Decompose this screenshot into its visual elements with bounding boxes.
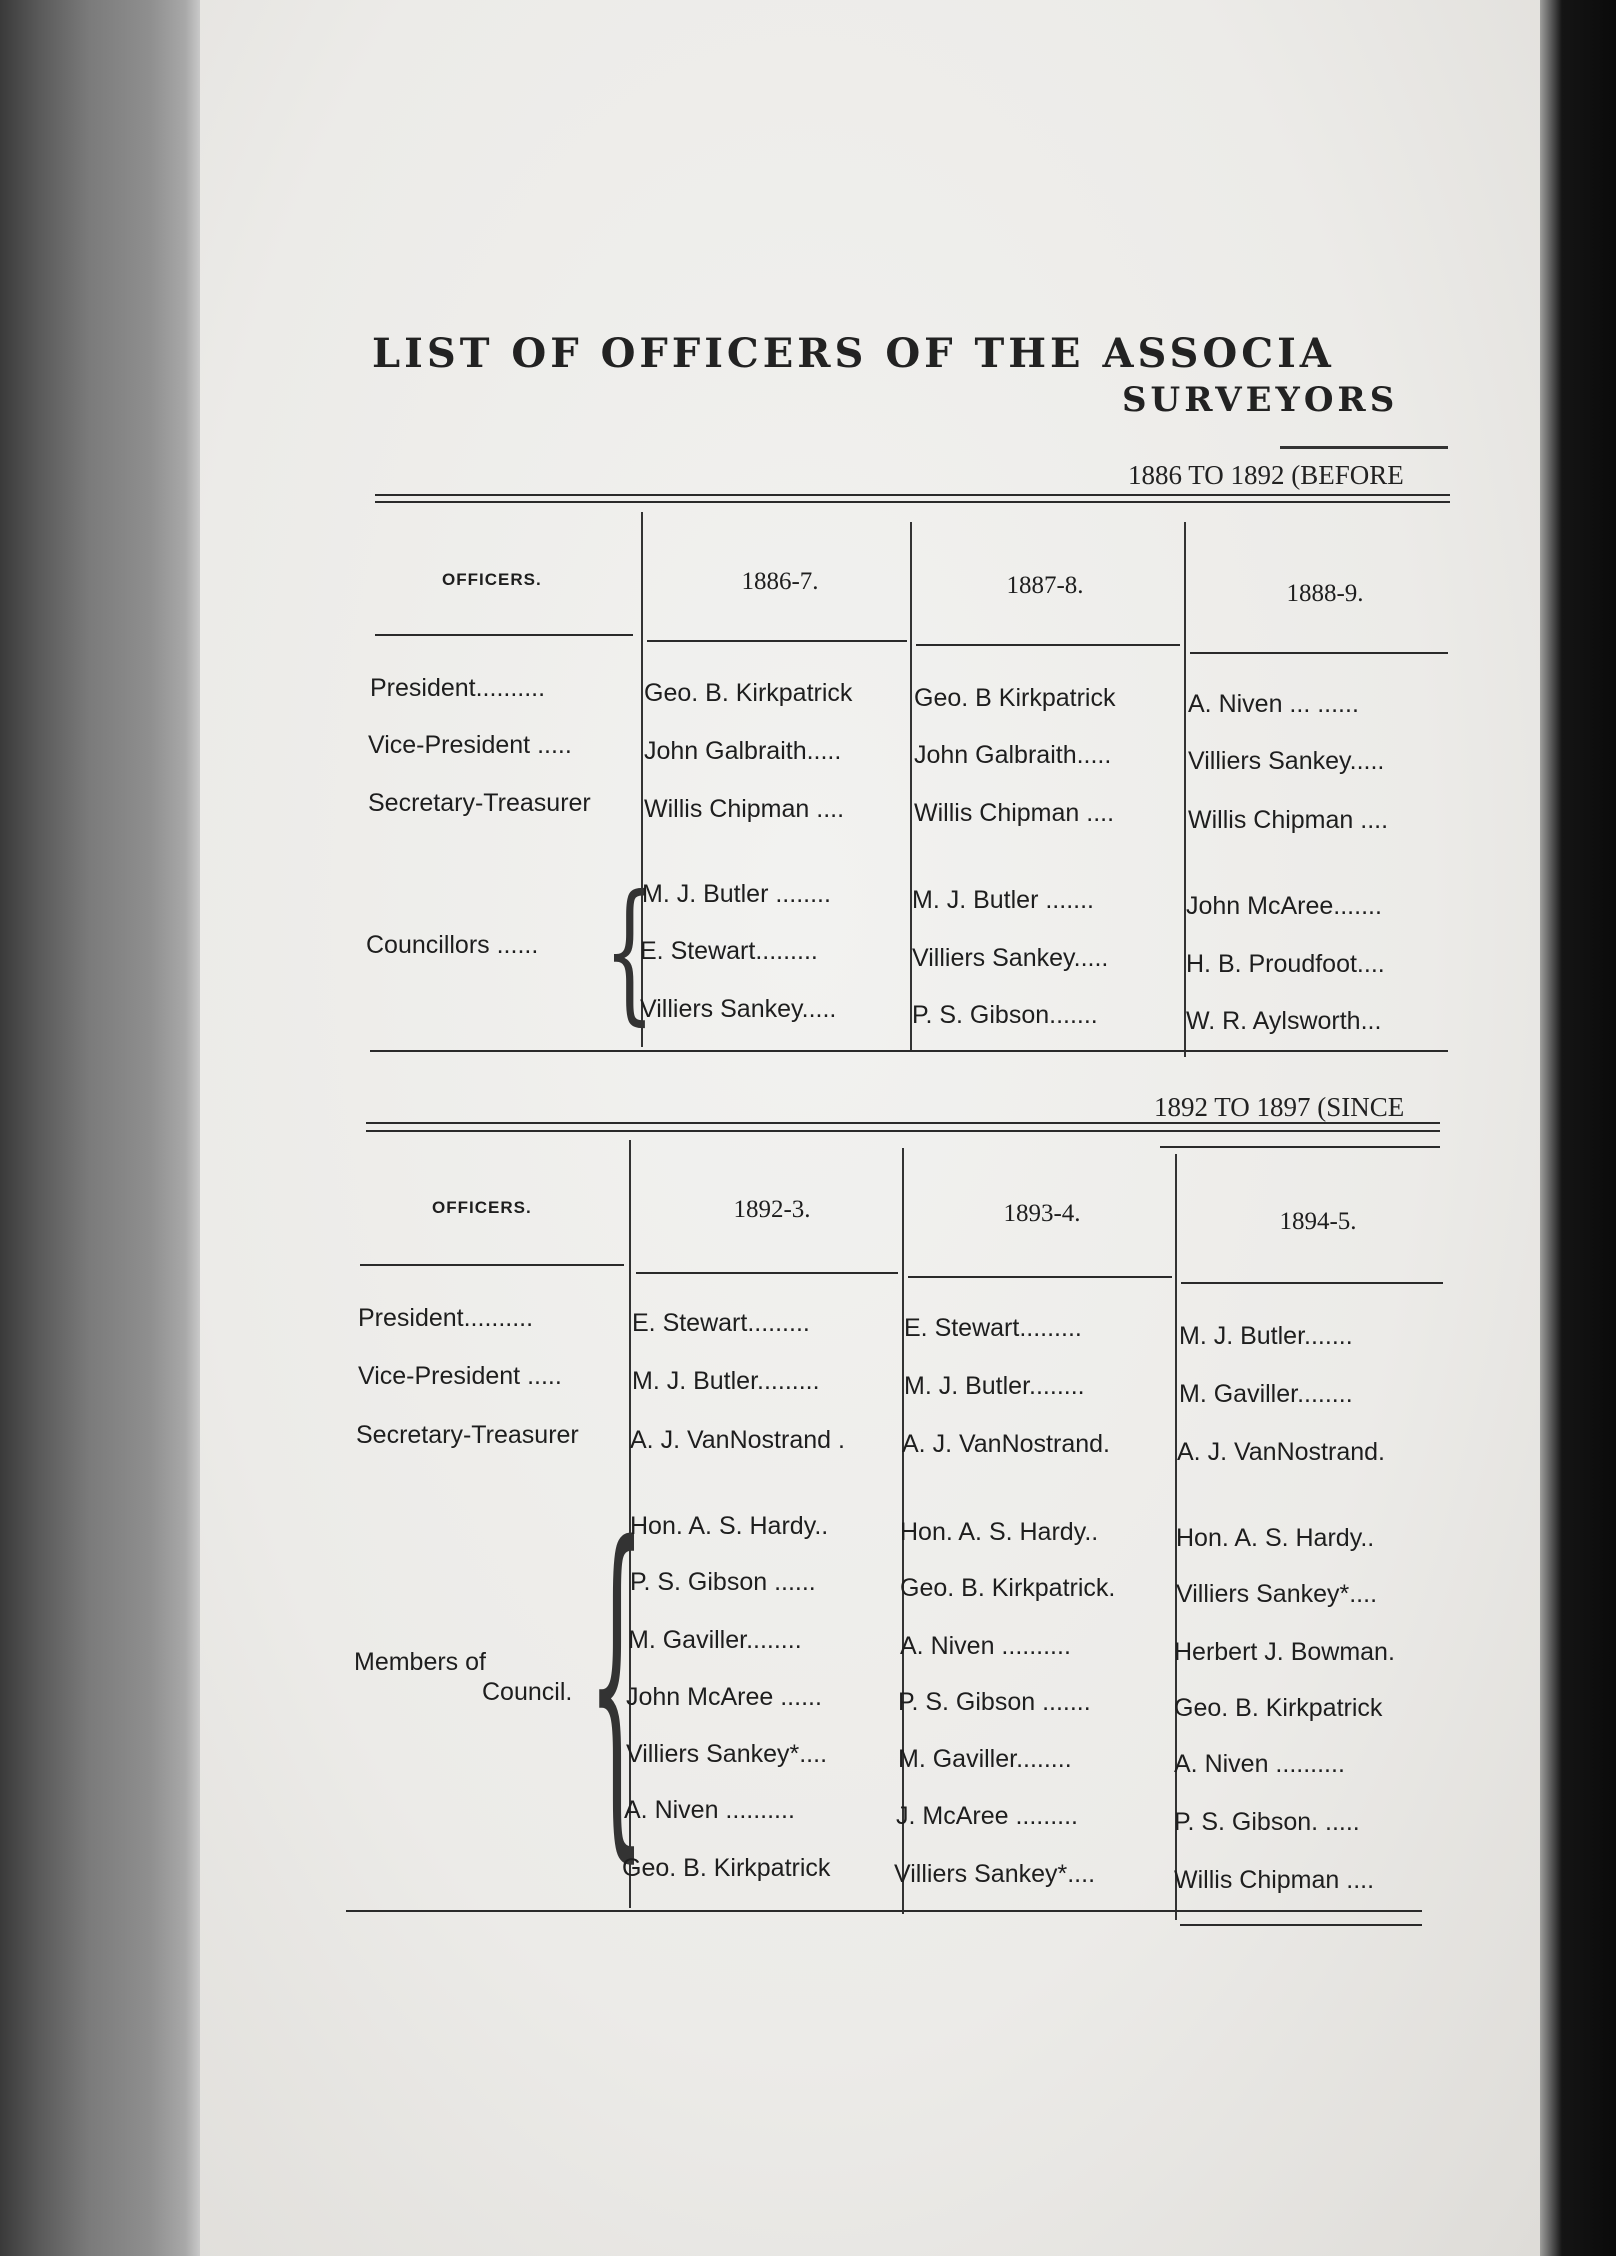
table2-cell: M. Gaviller........ bbox=[628, 1626, 802, 1654]
table1-cell: John Galbraith..... bbox=[644, 737, 842, 765]
table1-year-1: 1886-7. bbox=[741, 568, 819, 595]
table1-cell: A. Niven ... ...... bbox=[1188, 690, 1359, 718]
table1-cell: H. B. Proudfoot.... bbox=[1186, 950, 1385, 978]
facing-page-edge bbox=[1540, 0, 1616, 2256]
table1-cell: John Galbraith..... bbox=[914, 741, 1112, 769]
table1-row-label: Vice-President ..... bbox=[368, 731, 572, 759]
table2-period-label: 1892 TO 1897 (SINCE bbox=[1154, 1092, 1405, 1122]
table1-cell: M. J. Butler ........ bbox=[642, 880, 831, 908]
table1-cell: Villiers Sankey..... bbox=[1188, 747, 1385, 775]
table2-cell: M. Gaviller........ bbox=[1179, 1380, 1353, 1408]
table2-year-1: 1892-3. bbox=[733, 1196, 811, 1223]
table2-cell: Hon. A. S. Hardy.. bbox=[1176, 1524, 1375, 1552]
table1-cell: Geo. B Kirkpatrick bbox=[914, 684, 1116, 712]
table2-header-officers: OFFICERS. bbox=[432, 1198, 532, 1217]
table2-cell: A. Niven .......... bbox=[900, 1632, 1071, 1660]
table2-header-rule-1 bbox=[360, 1264, 624, 1266]
table2-bottom-rule bbox=[346, 1910, 1422, 1912]
table1-cell: W. R. Aylsworth... bbox=[1186, 1007, 1382, 1035]
table2-council-brace: { bbox=[588, 1474, 646, 1894]
table1-cell: E. Stewart......... bbox=[640, 937, 818, 965]
table2-row-label: Secretary-Treasurer bbox=[356, 1421, 579, 1449]
table2-cell: A. Niven .......... bbox=[624, 1796, 795, 1824]
table2-bottom-rule-2 bbox=[1180, 1924, 1422, 1926]
table1-top-rule-2 bbox=[375, 501, 1450, 503]
table2-cell: P. S. Gibson ....... bbox=[898, 1688, 1091, 1716]
table1-year-2: 1887-8. bbox=[1006, 572, 1084, 599]
table1-row-label: President.......... bbox=[370, 674, 546, 702]
table1-cell: Willis Chipman .... bbox=[1188, 806, 1389, 834]
table2-council-label-line2: Council. bbox=[482, 1678, 573, 1706]
table1-period-label: 1886 TO 1892 (BEFORE bbox=[1128, 460, 1404, 490]
table2-cell: Villiers Sankey*.... bbox=[894, 1860, 1096, 1888]
table2-cell: Geo. B. Kirkpatrick. bbox=[900, 1574, 1116, 1602]
table1-cell: Geo. B. Kirkpatrick bbox=[644, 679, 853, 707]
table2-header-rule-2 bbox=[636, 1272, 898, 1274]
table1-bottom-rule bbox=[370, 1050, 1448, 1052]
table1-cell: P. S. Gibson....... bbox=[912, 1001, 1098, 1029]
table2-cell: P. S. Gibson ...... bbox=[630, 1568, 816, 1596]
table2-year-2: 1893-4. bbox=[1003, 1200, 1081, 1227]
table2-top-rule bbox=[366, 1122, 1440, 1124]
table2-cell: Geo. B. Kirkpatrick bbox=[622, 1854, 831, 1882]
table1-cell: Villiers Sankey..... bbox=[640, 995, 837, 1023]
table2-cell: A. J. VanNostrand. bbox=[902, 1430, 1110, 1458]
table1-top-rule bbox=[375, 494, 1450, 496]
table1-year-3: 1888-9. bbox=[1286, 580, 1364, 607]
table2-header-rule-3 bbox=[908, 1276, 1172, 1278]
table2-cell: A. J. VanNostrand. bbox=[1177, 1438, 1385, 1466]
table2-cell: M. J. Butler......... bbox=[632, 1367, 820, 1395]
table1-cell: M. J. Butler ....... bbox=[912, 886, 1094, 914]
table1-header-rule-3 bbox=[916, 644, 1180, 646]
page-title: LIST OF OFFICERS OF THE ASSOCIA bbox=[372, 330, 1335, 377]
table1-header-officers: OFFICERS. bbox=[442, 570, 542, 589]
table1-cell: Willis Chipman .... bbox=[914, 799, 1115, 827]
table1-header-rule-1 bbox=[375, 634, 633, 636]
table2-row-label: President.......... bbox=[358, 1304, 534, 1332]
table1-council-label: Councillors ...... bbox=[366, 931, 539, 959]
table2-cell: J. McAree ......... bbox=[896, 1802, 1078, 1830]
table2-cell: John McAree ...... bbox=[626, 1683, 822, 1711]
table1-header-rule-2 bbox=[647, 640, 907, 642]
table1-council-brace: { bbox=[604, 862, 655, 1040]
table2-cell: Willis Chipman .... bbox=[1174, 1866, 1375, 1894]
table2-cell: A. J. VanNostrand . bbox=[630, 1426, 845, 1454]
book-binding-edge bbox=[0, 0, 200, 2256]
table1-cell: Villiers Sankey..... bbox=[912, 944, 1109, 972]
table2-cell: E. Stewart......... bbox=[904, 1314, 1082, 1342]
table1-header-rule-4 bbox=[1190, 652, 1448, 654]
table2-cell: E. Stewart......... bbox=[632, 1309, 810, 1337]
table1-row-label: Secretary-Treasurer bbox=[368, 789, 591, 817]
table2-cell: P. S. Gibson. ..... bbox=[1174, 1808, 1360, 1836]
page-subtitle: SURVEYORS bbox=[1122, 380, 1399, 420]
table2-cell: M. J. Butler........ bbox=[904, 1372, 1085, 1400]
table2-row-label: Vice-President ..... bbox=[358, 1362, 562, 1390]
table2-cell: M. Gaviller........ bbox=[898, 1745, 1072, 1773]
table2-cell: Villiers Sankey*.... bbox=[1176, 1580, 1378, 1608]
title-rule bbox=[1280, 446, 1448, 449]
table1-cell: Willis Chipman .... bbox=[644, 795, 845, 823]
table2-header-rule-4 bbox=[1181, 1282, 1443, 1284]
table2-cell: M. J. Butler....... bbox=[1179, 1322, 1353, 1350]
table2-top-rule-2 bbox=[366, 1130, 1440, 1132]
table2-year-3: 1894-5. bbox=[1279, 1208, 1357, 1235]
table2-cell: Hon. A. S. Hardy.. bbox=[900, 1518, 1099, 1546]
table2-cell: Geo. B. Kirkpatrick bbox=[1174, 1694, 1383, 1722]
table2-top-rule-3 bbox=[1160, 1146, 1440, 1148]
table2-cell: Hon. A. S. Hardy.. bbox=[630, 1512, 829, 1540]
table2-council-label-line1: Members of bbox=[354, 1648, 486, 1676]
table1-cell: John McAree....... bbox=[1186, 892, 1382, 920]
table2-cell: Herbert J. Bowman. bbox=[1174, 1638, 1395, 1666]
table2-cell: Villiers Sankey*.... bbox=[626, 1740, 828, 1768]
table2-cell: A. Niven .......... bbox=[1174, 1750, 1345, 1778]
